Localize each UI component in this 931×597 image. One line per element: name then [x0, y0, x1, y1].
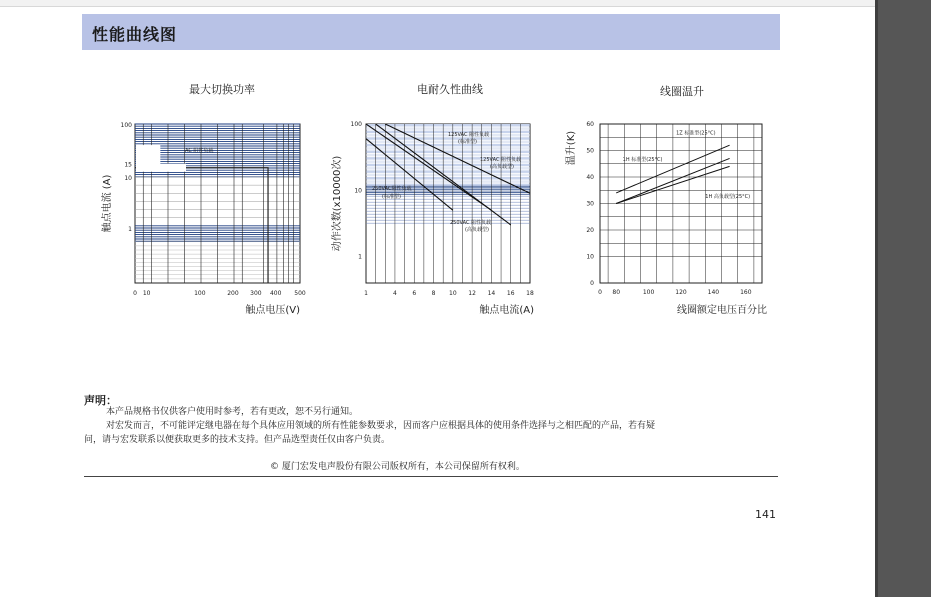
x-tick-label: 160 — [740, 289, 752, 296]
x-tick-label: 200 — [227, 290, 239, 297]
y-tick-label: 10 — [124, 175, 132, 182]
y-tick-label: 100 — [120, 122, 132, 129]
x-tick-label: 10 — [449, 290, 457, 297]
y-tick-label: 0 — [590, 280, 594, 287]
y-tick-label: 10 — [354, 187, 362, 195]
band — [366, 147, 530, 150]
notice-line-1: 本产品规格书仅供客户使用时参考，若有更改，恕不另行通知。 — [106, 407, 359, 417]
y-tick-label: 1 — [128, 225, 132, 233]
band — [366, 151, 530, 154]
x-tick-label: 100 — [642, 289, 655, 296]
series-label: 1Z 标准型(25°C) — [676, 130, 716, 137]
chart-coil-temperature-rise — [562, 78, 777, 318]
x-tick-label: 0 — [598, 289, 602, 296]
series-label: AC 阻性负载 — [185, 148, 214, 155]
series-label: 1H 高负载型(25°C) — [705, 194, 751, 201]
x-tick-label: 500 — [294, 290, 306, 297]
y-axis-label: 动作次数(x10000次) — [332, 155, 343, 252]
series-label: 250VAC阻性负载 — [372, 186, 412, 192]
x-tick-label: 6 — [412, 290, 417, 297]
x-tick-label: 1 — [364, 290, 368, 297]
chart-title: 线圈温升 — [660, 85, 704, 98]
y-tick-label: 60 — [586, 121, 594, 128]
label-bg — [136, 164, 186, 172]
series-label: 250VAC 阻性负载 — [450, 220, 492, 226]
x-tick-label: 80 — [612, 289, 621, 296]
y-tick-label: 1 — [358, 253, 362, 261]
y-axis-label: 触点电流 (A) — [102, 174, 113, 233]
band — [366, 144, 530, 147]
notice-line-3: 问，请与宏发联系以便获取更多的技术支持。但产品选型责任仅由客户负责。 — [84, 435, 391, 445]
series-label: (标准型) — [458, 139, 477, 145]
x-tick-label: 120 — [675, 289, 687, 296]
copyright-text: © 厦门宏发电声股份有限公司版权所有，本公司保留所有权利。 — [270, 462, 525, 472]
band — [366, 174, 530, 177]
y-axis-label: 温升(K) — [566, 130, 577, 166]
y-tick-label: 10 — [586, 253, 594, 261]
notice-heading: 声明： — [84, 394, 117, 407]
chart-title: 电耐久性曲线 — [417, 83, 483, 96]
page-number: 141 — [755, 508, 776, 521]
y-tick-label: 40 — [586, 174, 594, 181]
notice-line-2: 对宏发而言，不可能评定继电器在每个具体应用领域的所有性能参数要求，因而客户应根据具体的使用条件选择与之相匹配的产品，若有疑 — [106, 421, 656, 431]
band — [366, 170, 530, 173]
section-title: 性能曲线图 — [92, 25, 178, 44]
x-tick-label: 0 — [133, 290, 137, 297]
band — [366, 127, 530, 130]
x-tick-label: 400 — [269, 290, 282, 297]
y-tick-label: 20 — [586, 227, 594, 234]
chart-title: 最大切换功率 — [189, 83, 255, 96]
x-tick-label: 16 — [506, 290, 515, 297]
section-title-bar — [82, 14, 780, 50]
series-label: (标准型) — [382, 194, 401, 200]
x-tick-label: 14 — [487, 290, 496, 297]
x-tick-label: 100 — [194, 290, 206, 297]
y-tick-label: 100 — [350, 121, 362, 128]
x-tick-label: 140 — [707, 289, 720, 296]
y-tick-label: 30 — [586, 200, 594, 208]
x-tick-label: 300 — [250, 290, 262, 297]
series-label: 1H 标准型(25°C) — [622, 157, 663, 164]
series-label: (高负载型) — [490, 164, 514, 170]
series-label: 125VAC 阻性负载 — [448, 132, 490, 138]
x-tick-label: 10 — [142, 290, 151, 297]
series-label: 125VAC 阻性负载 — [480, 157, 522, 163]
x-axis-label: 线圈额定电压百分比 — [677, 305, 767, 316]
y-tick-label: 50 — [586, 147, 594, 155]
x-axis-label: 触点电流(A) — [479, 305, 534, 316]
viewer-side-panel — [875, 0, 931, 597]
x-tick-label: 18 — [526, 290, 534, 297]
x-tick-label: 8 — [431, 290, 436, 297]
chart-electrical-endurance — [330, 78, 545, 318]
x-axis-label: 触点电压(V) — [245, 305, 300, 316]
footer-rule — [84, 476, 778, 477]
viewer-top-edge — [0, 0, 875, 7]
x-tick-label: 12 — [468, 290, 476, 297]
series-label: (高负载型) — [465, 227, 489, 233]
chart-max-switching-power — [100, 78, 310, 318]
y-tick-label: 15 — [124, 161, 132, 169]
x-tick-label: 4 — [393, 290, 397, 297]
